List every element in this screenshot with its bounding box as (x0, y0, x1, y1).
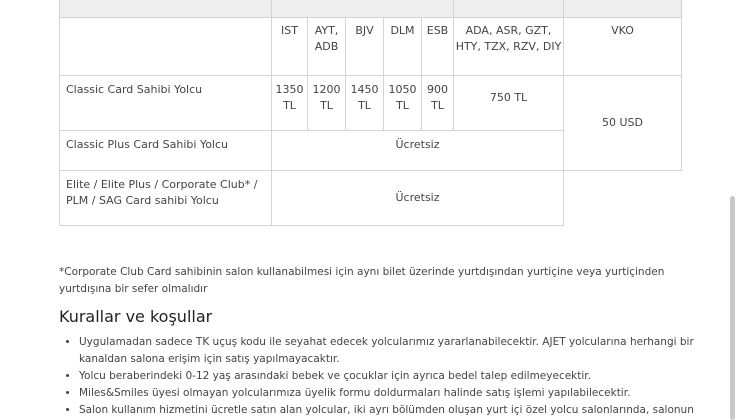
price-cell: 750 TL (454, 76, 564, 131)
list-item: • Salon kullanım hizmetini ücretle satın alan yolcular, iki ayrı bölümden oluşan yurt içi özel yolcu salonlarında, salonun (79, 402, 719, 419)
merged-price-cell: Ücretsiz (272, 131, 564, 171)
price-cell: 1050 TL (384, 76, 422, 131)
price-cell: 1450 TL (346, 76, 384, 131)
list-item: • Yolcu beraberindeki 0-12 yaş arasındaki bebek ve çocuklar için ayrıca bedel talep edilmeyecektir. (79, 368, 719, 385)
corner-cell (60, 18, 272, 76)
airport-code-bjv: BJV (346, 18, 384, 76)
airport-code-esb: ESB (422, 18, 454, 76)
row-label-classic-plus: Classic Plus Card Sahibi Yolcu (60, 131, 272, 171)
price-cell: 1200 TL (308, 76, 346, 131)
rules-list (59, 334, 719, 419)
row-label-classic: Classic Card Sahibi Yolcu (60, 76, 272, 131)
airport-code-ist: IST (272, 18, 308, 76)
table-row (60, 171, 682, 226)
airport-code-dlm: DLM (384, 18, 422, 76)
airport-codes-row (60, 18, 682, 76)
airport-code-ayt-adb: AYT, ADB (308, 18, 346, 76)
price-cell-vko: 50 USD (564, 76, 682, 171)
list-item: • Miles&Smiles üyesi olmayan yolcularımıza üyelik formu doldurmaları halinde satış işlemi yapılabilecektir. (79, 385, 719, 402)
lounge-fee-table (59, 0, 682, 226)
airport-code-vko: VKO (564, 18, 682, 76)
rules-heading: Kurallar ve koşullar (59, 307, 213, 326)
row-label-elite: Elite / Elite Plus / Corporate Club* / PLM / SAG Card sahibi Yolcu (60, 171, 272, 226)
price-cell: 900 TL (422, 76, 454, 131)
merged-price-cell: Ücretsiz (272, 171, 564, 226)
list-item: • Uygulamadan sadece TK uçuş kodu ile seyahat edecek yolcularımız yararlanabilecektir. AJET yolcularına herhangi bir kanaldan salona erişim için satış yapılmayacaktır. (79, 334, 719, 368)
vertical-scrollbar-thumb[interactable] (730, 196, 735, 420)
table-row (60, 76, 682, 131)
airport-code-group: ADA, ASR, GZT, HTY, TZX, RZV, DIY (454, 18, 564, 76)
price-cell: 1350 TL (272, 76, 308, 131)
corporate-club-footnote: *Corporate Club Card sahibinin salon kullanabilmesi için aynı bilet üzerinde yurtdışından yurtiçine veya yurtiçinden yurtdışına bir sefer olmalıdır (59, 266, 665, 295)
table-header-blank-row (60, 0, 682, 18)
